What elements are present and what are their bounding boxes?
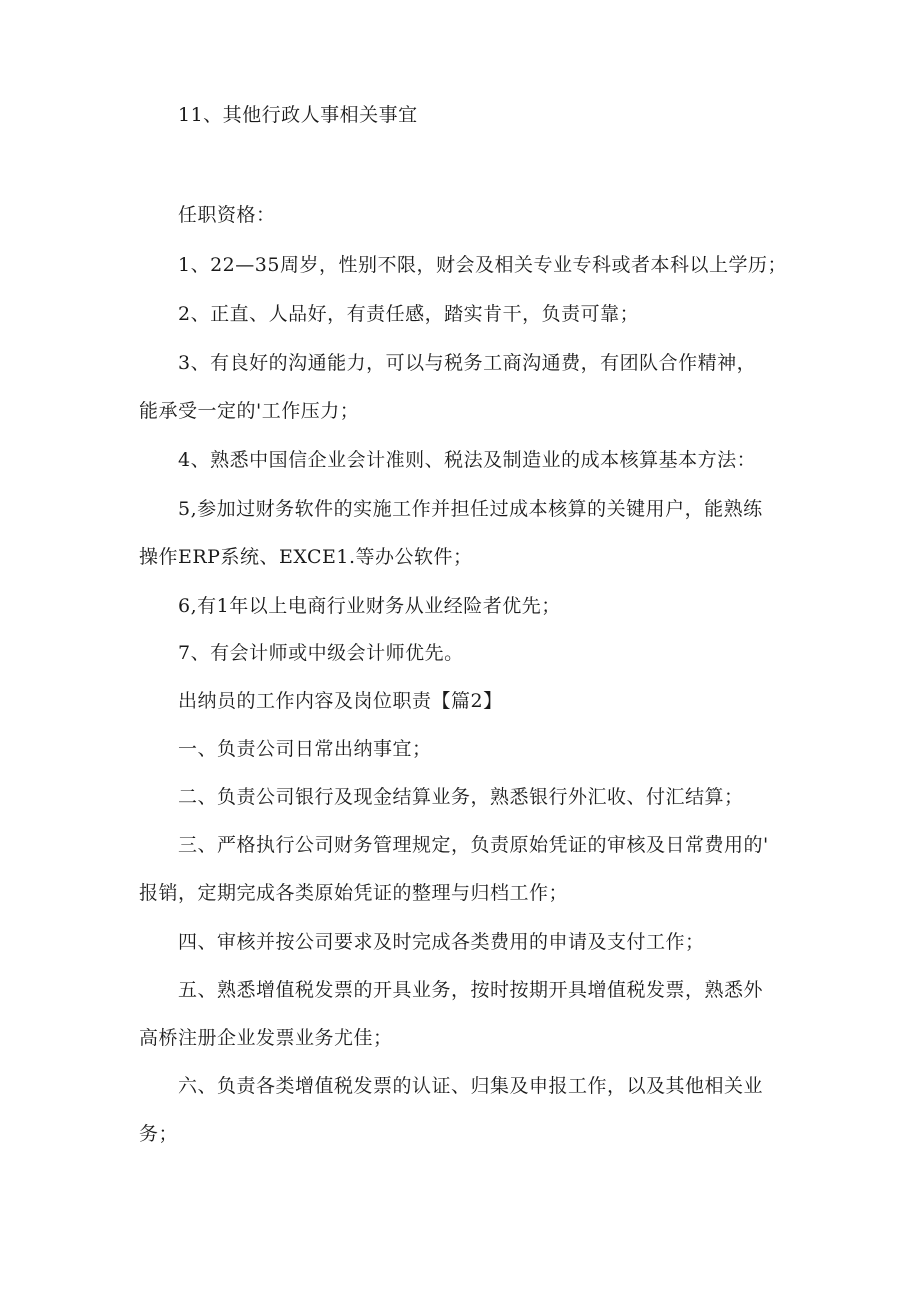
text-line-qualification-3-cont: 能承受一定的'工作压力； <box>139 400 360 422</box>
text-line-duty-11: 11、其他行政人事相关事宜 <box>178 104 418 126</box>
text-line-duty-four: 四、审核并按公司要求及时完成各类费用的申请及支付工作； <box>178 931 705 953</box>
text-line-qualification-5: 5,参加过财务软件的实施工作并担任过成本核算的关键用户，能熟练 <box>178 498 763 520</box>
text-line-duty-six-cont: 务； <box>139 1123 179 1145</box>
text-line-duty-six: 六、负责各类增值税发票的认证、归集及申报工作，以及其他相关业 <box>178 1075 764 1097</box>
text-line-duty-three-cont: 报销，定期完成各类原始凭证的整理与归档工作； <box>139 882 569 904</box>
text-line-duty-three: 三、严格执行公司财务管理规定，负责原始凭证的审核及日常费用的' <box>178 834 769 856</box>
text-line-qualification-3: 3、有良好的沟通能力，可以与税务工商沟通费，有团队合作精神， <box>178 352 757 374</box>
text-line-qualification-5-cont: 操作ERP系统、EXCE1.等办公软件； <box>139 546 473 568</box>
section-heading-part-2: 出纳员的工作内容及岗位职责【篇2】 <box>178 690 503 712</box>
text-line-qualification-1: 1、22—35周岁，性别不限，财会及相关专业专科或者本科以上学历； <box>178 254 787 276</box>
text-line-duty-one: 一、负责公司日常出纳事宜； <box>178 738 432 760</box>
text-line-qualification-7: 7、有会计师或中级会计师优先。 <box>178 642 464 664</box>
text-line-qualification-4: 4、熟悉中国信企业会计准则、税法及制造业的成本核算基本方法： <box>178 449 757 471</box>
text-line-duty-two: 二、负责公司银行及现金结算业务，熟悉银行外汇收、付汇结算； <box>178 786 744 808</box>
section-heading-qualifications: 任职资格： <box>178 204 276 226</box>
text-line-duty-five-cont: 高桥注册企业发票业务尤佳； <box>139 1027 393 1049</box>
text-line-qualification-6: 6,有1年以上电商行业财务从业经险者优先； <box>178 595 561 617</box>
text-line-duty-five: 五、熟悉增值税发票的开具业务，按时按期开具增值税发票，熟悉外 <box>178 979 764 1001</box>
text-line-qualification-2: 2、正直、人品好，有责任感，踏实肯干，负责可靠； <box>178 303 640 325</box>
